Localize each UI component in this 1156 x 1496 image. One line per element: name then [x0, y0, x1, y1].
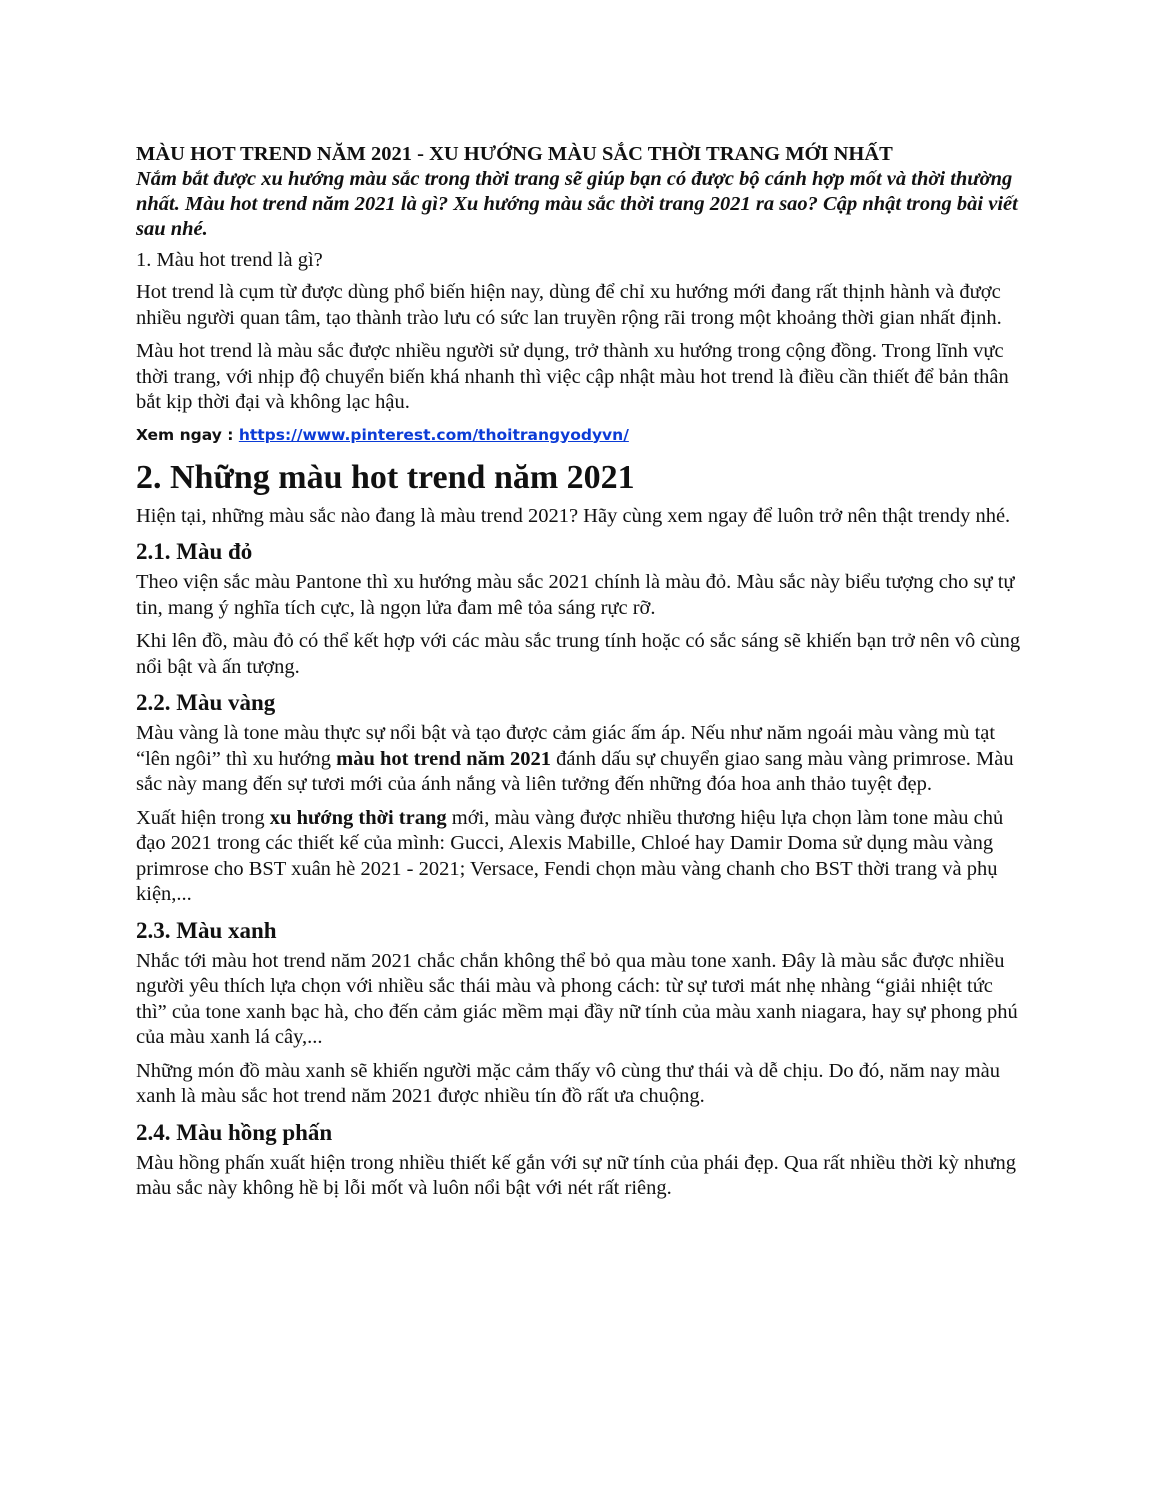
lead-paragraph: Nắm bắt được xu hướng màu sắc trong thời trang sẽ giúp bạn có được bộ cánh hợp mốt và thời thường nhất. Màu hot trend năm 2021 là gì? Xu hướng màu sắc thời trang 2021 ra sao? Cập nhật trong bài viết sau nhé.: [136, 168, 1018, 240]
red-paragraph-2: Khi lên đồ, màu đỏ có thể kết hợp với các màu sắc trung tính hoặc có sắc sáng sẽ khiến bạn trở nên vô cùng nổi bật và ấn tượng.: [136, 630, 1021, 678]
yellow-p2-text-b: mới, màu vàng được nhiều thương hiệu lựa chọn làm tone màu chủ đạo 2021 trong các thiết kế của mình: Gucci, Alexis Mabille, Chloé hay Damir Doma sử dụng màu vàng primrose cho BST xuân hè 2021 - 2021; Versace, Fendi chọn màu vàng chanh cho BST thời trang và phụ kiện,...: [136, 806, 1004, 905]
document-page: [136, 141, 1026, 1210]
blue-heading: 2.3. Màu xanh: [136, 917, 277, 943]
section-2-heading: 2. Những màu hot trend năm 2021: [136, 458, 635, 496]
section-2-intro: Hiện tại, những màu sắc nào đang là màu trend 2021? Hãy cùng xem ngay để luôn trở nên thật trendy nhé.: [136, 504, 1011, 527]
yellow-p2-bold: xu hướng thời trang: [269, 806, 447, 829]
see-more-label: Xem ngay :: [136, 425, 239, 444]
section-1-paragraph-1: Hot trend là cụm từ được dùng phổ biến hiện nay, dùng để chỉ xu hướng mới đang rất thịnh hành và được nhiều người quan tâm, tạo thành trào lưu có sức lan truyền rộng rãi trong một khoảng thời gian nhất định.: [136, 281, 1002, 329]
blue-paragraph-2: Những món đồ màu xanh sẽ khiến người mặc cảm thấy vô cùng thư thái và dễ chịu. Do đó, năm nay màu xanh là màu sắc hot trend năm 2021 được nhiều tín đồ rất ưa chuộng.: [136, 1059, 1000, 1107]
blue-paragraph-1: Nhắc tới màu hot trend năm 2021 chắc chắn không thể bỏ qua màu tone xanh. Đây là màu sắc được nhiều người yêu thích lựa chọn với nhiều sắc thái màu và phong cách: từ sự tươi mát nhẹ nhàng “giải nhiệt tức thì” của tone xanh bạc hà, cho đến cảm giác mềm mại đầy nữ tính của màu xanh niagara, hay sự phong phú của màu xanh lá cây,...: [136, 949, 1018, 1048]
yellow-p2-text-a: Xuất hiện trong: [136, 806, 270, 829]
yellow-p1-text-b: đánh dấu sự chuyển giao sang màu vàng primrose. Màu sắc này mang đến sự tươi mới của ánh nắng và liên tưởng đến những đóa hoa anh thảo tuyệt đẹp.: [136, 747, 1014, 795]
yellow-paragraph-1: [136, 721, 1026, 798]
yellow-heading: 2.2. Màu vàng: [136, 690, 276, 715]
yellow-paragraph-2: [136, 806, 1026, 908]
document-title: MÀU HOT TREND NĂM 2021 - XU HƯỚNG MÀU SẮC THỜI TRANG MỚI NHẤT: [136, 143, 893, 165]
pinterest-link[interactable]: https://www.pinterest.com/thoitrangyodyvn/: [238, 425, 629, 444]
section-1-paragraph-2: Màu hot trend là màu sắc được nhiều người sử dụng, trở thành xu hướng trong cộng đồng. Trong lĩnh vực thời trang, với nhịp độ chuyển biến khá nhanh thì việc cập nhật màu hot trend là điều cần thiết để bản thân bắt kịp thời đại và không lạc hậu.: [136, 340, 1009, 413]
yellow-p1-text-a: Màu vàng là tone màu thực sự nổi bật và tạo được cảm giác ấm áp. Nếu như năm ngoái màu vàng mù tạt “lên ngôi” thì xu hướng: [136, 722, 996, 770]
red-paragraph-1: Theo viện sắc màu Pantone thì xu hướng màu sắc 2021 chính là màu đỏ. Màu sắc này biểu tượng cho sự tự tin, mang ý nghĩa tích cực, là ngọn lửa đam mê tỏa sáng rực rỡ.: [136, 571, 1015, 619]
red-heading: 2.1. Màu đỏ: [136, 539, 253, 564]
see-more-line: [136, 424, 1026, 446]
pink-paragraph-1: Màu hồng phấn xuất hiện trong nhiều thiết kế gắn với sự nữ tính của phái đẹp. Qua rất nhiều thời kỳ nhưng màu sắc này không hề bị lỗi mốt và luôn nổi bật với nét rất riêng.: [136, 1151, 1016, 1199]
yellow-p1-bold: màu hot trend năm 2021: [336, 747, 552, 770]
pink-heading: 2.4. Màu hồng phấn: [136, 1119, 333, 1145]
section-1-heading: 1. Màu hot trend là gì?: [136, 249, 323, 271]
